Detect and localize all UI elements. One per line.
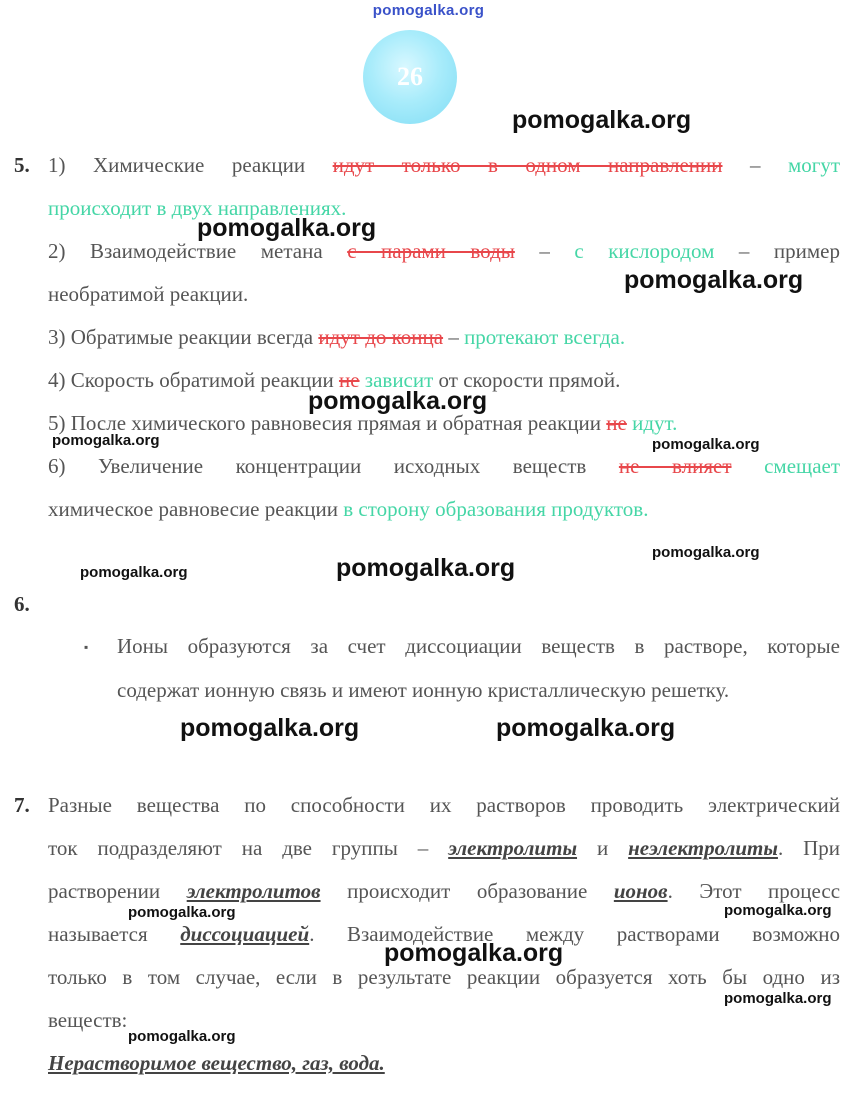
top-watermark[interactable]: pomogalka.org [372,2,485,19]
task5-s2-line2: необратимой реакции. [48,282,249,306]
task7-line4-b: . Взаимодействие между растворами возможно [309,922,841,946]
task5-s1-line1 [48,153,840,178]
task7-line3 [48,879,840,904]
task7-line4-a: называется [48,922,148,946]
task5-s6-right: смещает [764,454,841,478]
page-number: 26 [397,62,423,91]
task5-s3-prefix: 3) Обратимые реакции всегда [48,325,314,349]
task7-line2 [48,836,840,861]
bullet-icon: ▪ [84,640,89,654]
watermark[interactable]: pomogalka.org [128,904,236,921]
task6-line1: Ионы образуются за счет диссоциации веществ в растворе, которые [117,634,840,658]
task7-line3-b: происходит образование [347,879,588,903]
task5-s1-prefix: 1) Химические реакции [48,153,306,177]
task7-line2-a: ток подразделяют на две группы – [48,836,429,860]
task5-s2-suffix: – пример [738,239,840,263]
task5-s2-line1 [48,239,840,264]
watermark[interactable]: pomogalka.org [652,436,760,453]
task7-line6: веществ: [48,1008,128,1032]
task7-line2-b: и [596,836,609,860]
watermark[interactable]: pomogalka.org [512,106,692,134]
watermark[interactable]: pomogalka.org [128,1028,236,1045]
term-dissociation: диссоциацией [180,922,310,946]
task5-s4-suffix: от скорости прямой. [438,368,621,392]
task5-s5-prefix: 5) После химического равновесия прямая и обратная реакции [48,411,602,435]
task5-s5-right: идут. [632,411,678,435]
watermark[interactable]: pomogalka.org [724,990,832,1007]
term-electrolytes-gen: электролитов [186,879,321,903]
task5-s4-right: зависит [364,368,434,392]
task7-line3-c: . Этот процесс [667,879,841,903]
task5-s3-right: протекают всегда. [464,325,626,349]
task5-s1-right-b: происходит в двух направлениях. [48,196,347,220]
watermark[interactable]: pomogalka.org [197,214,377,242]
watermark[interactable]: pomogalka.org [180,714,360,742]
task5-s3-dash: – [448,325,459,349]
term-nonelectrolytes: неэлектролиты [628,836,778,860]
term-ions: ионов [613,879,668,903]
task7-answer: Нерастворимое вещество, газ, вода. [48,1051,385,1075]
watermark[interactable]: pomogalka.org [384,939,564,967]
task5-s3 [48,325,625,350]
task7-line5: только в том случае, если в результате реакции образуется хоть бы одно из [48,965,840,989]
task7-number: 7. [14,793,30,817]
watermark[interactable]: pomogalka.org [308,387,488,415]
task6-line2: содержат ионную связь и имеют ионную кристаллическую решетку. [117,678,730,702]
task5-s6-line1 [48,454,840,479]
task5-s3-wrong: идут до конца [318,325,444,349]
watermark[interactable]: pomogalka.org [652,544,760,561]
task7-line3-a: растворении [48,879,161,903]
watermark[interactable]: pomogalka.org [496,714,676,742]
task5-s4-wrong: не [338,368,360,392]
task5-s1-right-a: могут [787,153,841,177]
watermark[interactable]: pomogalka.org [80,564,188,581]
watermark[interactable]: pomogalka.org [336,554,516,582]
task5-s2-wrong: с парами воды [347,239,515,263]
watermark[interactable]: pomogalka.org [724,902,832,919]
task5-s1-dash: – [749,153,761,177]
watermark[interactable]: pomogalka.org [624,266,804,294]
task7-line2-c: . При [777,836,841,860]
watermark[interactable]: pomogalka.org [52,432,160,449]
term-electrolytes: электролиты [448,836,578,860]
page-number-badge [363,30,457,124]
task5-number: 5. [14,153,30,177]
task5-s5-wrong: не [606,411,627,435]
task7-line1: Разные вещества по способности их растворов проводить электрический [48,793,840,817]
task5-s1-wrong: идут только в одном направлении [332,153,723,177]
task5-s6-line2-right: в сторону образования продуктов. [343,497,649,521]
task5-s2-right: с кислородом [574,239,715,263]
task5-s6-line2-prefix: химическое равновесие реакции [48,497,339,521]
task5-s4-prefix: 4) Скорость обратимой реакции [48,368,334,392]
task5-s2-dash: – [539,239,550,263]
task5-s6-wrong: не влияет [618,454,732,478]
task6-number: 6. [14,592,30,616]
task5-s6-line2 [48,497,648,522]
task5-s2-prefix: 2) Взаимодействие метана [48,239,323,263]
task5-s6-prefix: 6) Увеличение концентрации исходных веществ [48,454,587,478]
